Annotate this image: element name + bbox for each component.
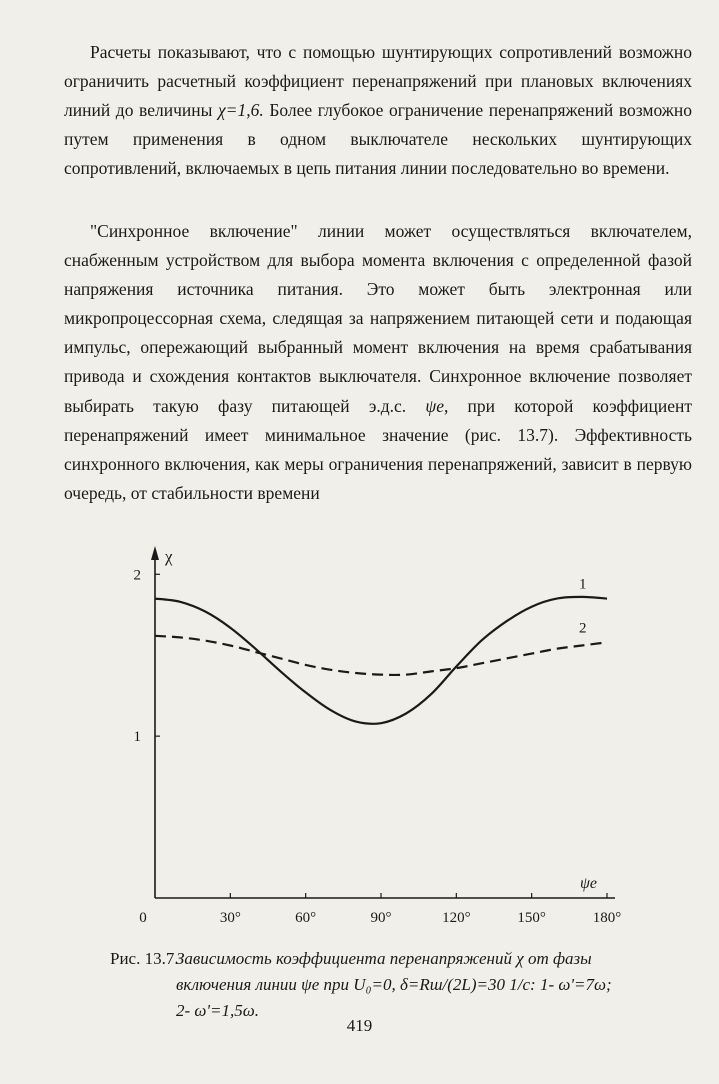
caption-body (176, 946, 688, 1024)
page-number: 419 (346, 1016, 373, 1035)
caption-line-1: Зависимость коэффициента перенапряжений χ от фазы (176, 949, 592, 968)
paragraph-1-formula: χ=1,6. (217, 100, 264, 121)
series-line-2 (155, 636, 607, 675)
x-tick-label: 60° (295, 910, 317, 926)
paragraph-1-text-a: Расчеты показывают, что с помощью шунтирующих сопротивлений возможно ограничить расчетный коэффициент перенапряжений при плановых включениях линий до величины (64, 42, 692, 121)
paragraph-1-text-b: Более глубокое ограничение перенапряжений возможно путем применения в одном выключателе нескольких шунтирующих сопротивлений, включаемых в цепь питания линии последовательно во времени. (64, 100, 692, 179)
x-tick-label: 90° (370, 910, 392, 926)
series-line-1 (155, 597, 607, 724)
figure-chart (120, 538, 630, 930)
x-tick-label: 0 (139, 910, 147, 926)
x-tick-label: 120° (442, 910, 471, 926)
y-axis-label: χ (165, 547, 173, 566)
caption-line-3: 2- ω'=1,5ω. (176, 1001, 260, 1020)
paragraph-1 (64, 38, 692, 183)
y-axis-arrow (151, 546, 159, 560)
caption-lead: Рис. 13.7. (110, 949, 179, 968)
x-axis-label: ψе (579, 875, 597, 892)
series-label-2: 2 (579, 620, 587, 637)
x-tick-label: 150° (517, 910, 546, 926)
paragraph-2-text-a: "Синхронное включение" линии может осуществляться включателем, снабженным устройством для выбора момента включения с определенной фазой напряжения источника питания. Это может быть электронная или микропроцессорная схема, следящая за напряжением питающей сети и подающая импульс, опережающий выбранный момент включения на время срабатывания привода и схождения контактов выключателя. Синхронное включение позволяет выбирать такую фазу питающей э.д.с. (64, 221, 692, 416)
y-tick-label: 2 (133, 567, 141, 584)
x-tick-label: 180° (592, 910, 622, 926)
caption-line-2: включения линии ψе при U₀=0, δ=Rш/(2L)=30 1/с: 1- ω'=7ω; (176, 975, 612, 994)
x-tick-label: 30° (219, 910, 241, 926)
chart-series (155, 597, 607, 724)
paragraph-2-text-b: , при которой коэффициент перенапряжений имеет минимальное значение (рис. 13.7). Эффективность синхронного включения, как меры ограничения перенапряжений, зависит в первую очередь, от стабильности времени (64, 395, 692, 503)
y-tick-label: 1 (133, 729, 141, 746)
paragraph-2 (64, 217, 692, 508)
chart-labels (134, 547, 622, 926)
paragraph-2-formula: ψе (425, 395, 444, 416)
series-label-1: 1 (579, 576, 587, 593)
